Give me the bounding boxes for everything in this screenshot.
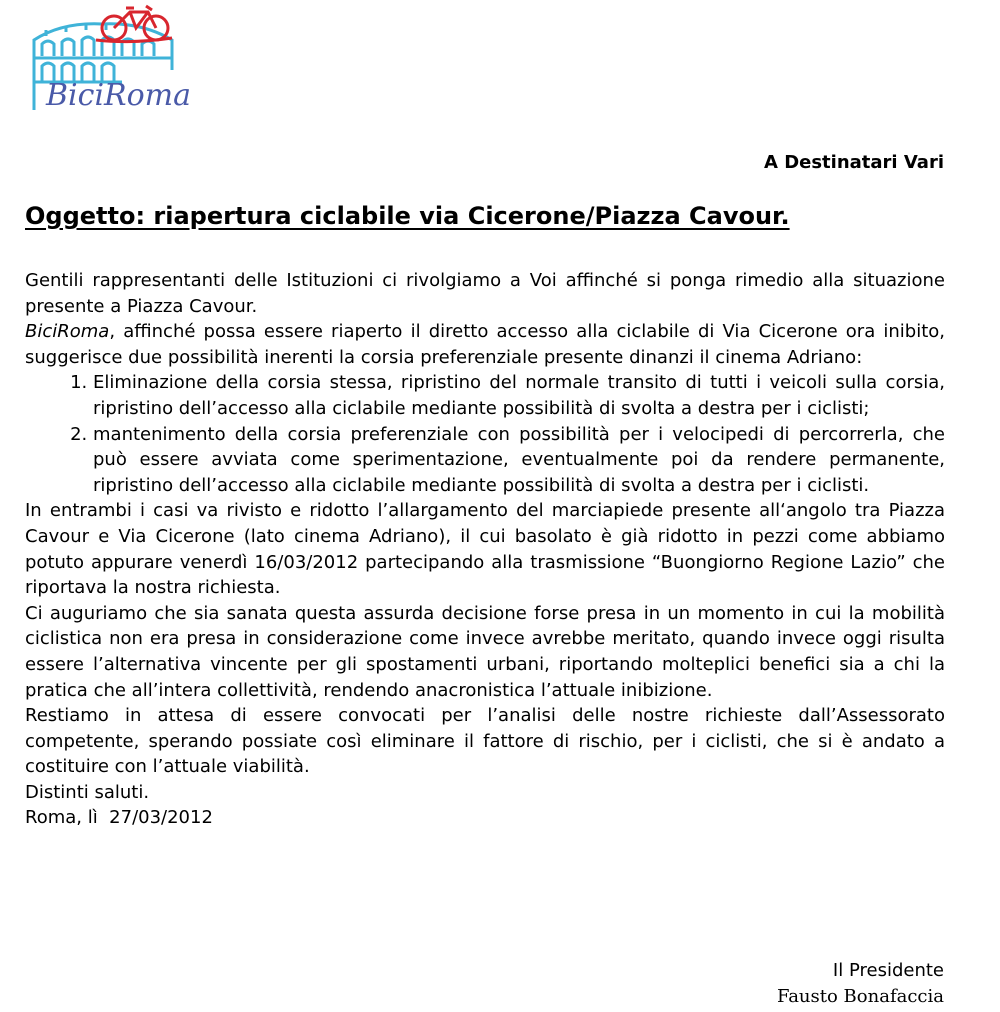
proposal-text: , affinché possa essere riaperto il diretto accesso alla ciclabile di Via Cicerone ora inibito, suggerisce due possibilità inerenti la corsia preferenziale presente dinanzi il cinema Adriano: xyxy=(25,321,945,368)
signature-role: Il Presidente xyxy=(832,960,944,981)
options-list xyxy=(25,370,945,498)
letter-body xyxy=(25,268,945,831)
intro-paragraph: Gentili rappresentanti delle Istituzioni ci rivolgiamo a Voi affinché si ponga rimedio alla situazione presente a Piazza Cavour. xyxy=(25,270,945,317)
closing-line: Distinti saluti. xyxy=(25,781,150,803)
list-item: 1. Eliminazione della corsia stessa, ripristino del normale transito di tutti i veicoli sulla corsia, ripristino dell’accesso alla ciclabile mediante possibilità di svolta a destra per i ciclisti; xyxy=(93,370,945,421)
paragraph-hope: Ci auguriamo che sia sanata questa assurda decisione forse presa in un momento in cui la mobilità ciclistica non era presa in considerazione come invece avrebbe meritato, quando invece oggi risulta essere l’alternativa vincente per gli spostamenti urbani, riportando molteplici benefici sia a chi la pratica che all’intera collettività, rendendo anacronistica l’attuale inibizione. xyxy=(25,602,945,701)
place-date: Roma, lì 27/03/2012 xyxy=(25,807,213,829)
org-name: BiciRoma xyxy=(25,321,110,343)
logo-text: BiciRoma xyxy=(46,78,192,113)
signature-block xyxy=(777,958,944,1010)
paragraph-sidewalk: In entrambi i casi va rivisto e ridotto l’allargamento del marciapiede presente all‘angolo tra Piazza Cavour e Via Cicerone (lato cinema Adriano), il cui basolato è già ridotto in pezzi come abbiamo potuto appurare venerdì 16/03/2012 partecipando alla trasmissione “Buongiorno Regione Lazio” che riportava la nostra richiesta. xyxy=(25,500,945,599)
proposal-paragraph xyxy=(25,319,945,370)
subject-line: Oggetto: riapertura ciclabile via Cicerone/Piazza Cavour. xyxy=(25,202,790,230)
recipient-line: A Destinatari Vari xyxy=(764,152,944,173)
biciroma-logo xyxy=(22,0,192,130)
list-item: 2. mantenimento della corsia preferenziale con possibilità per i velocipedi di percorrerla, che può essere avviata come sperimentazione, eventualmente poi da rendere permanente, ripristino dell’accesso alla ciclabile mediante possibilità di svolta a destra per i ciclisti. xyxy=(93,422,945,499)
signature-name: Fausto Bonafaccia xyxy=(776,986,944,1007)
paragraph-request: Restiamo in attesa di essere convocati per l’analisi delle nostre richieste dall’Assessorato competente, sperando possiate così eliminare il fattore di rischio, per i ciclisti, che si è andato a costituire con l’attuale viabilità. xyxy=(25,705,945,778)
